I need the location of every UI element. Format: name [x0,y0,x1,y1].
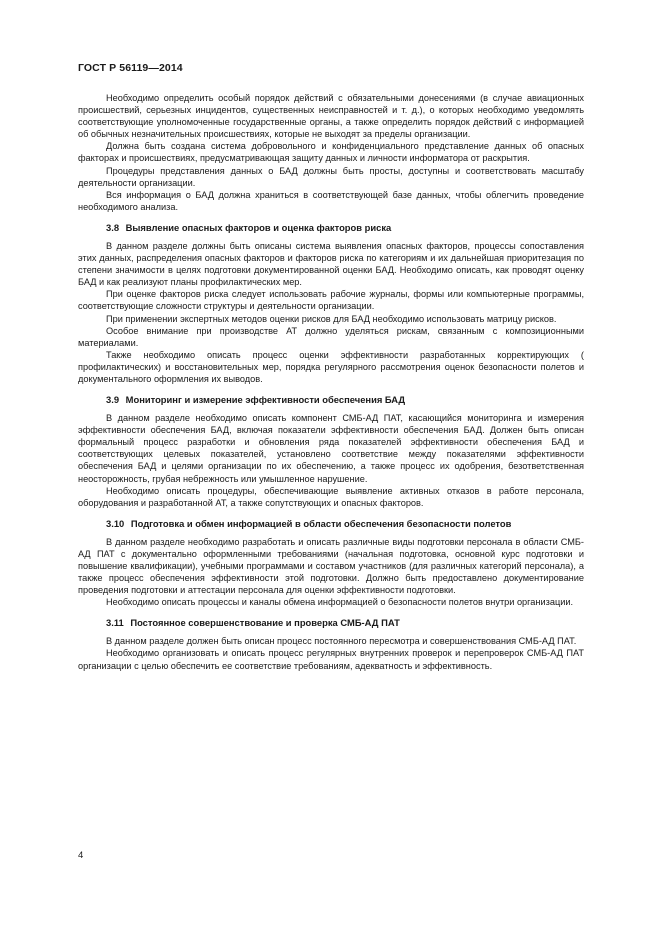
paragraph: При применении экспертных методов оценки рисков для БАД необходимо использовать матрицу рисков. [106,313,557,324]
section-title: Выявление опасных факторов и оценка факторов риска [125,221,392,233]
paragraph: Процедуры представления данных о БАД должны быть просты, доступны и соответствовать масштабу деятельности организации. [78,165,584,188]
paragraph: Особое внимание при производстве АТ должно уделяться рискам, связанным с композиционными материалами. [78,325,584,348]
paragraph: Должна быть создана система добровольного и конфиденциального представление данных об опасных факторах и происшествиях, предусматривающая защиту данных и личности информатора от раскрытия. [78,141,584,164]
paragraph: В данном разделе должен быть описан процесс постоянного пересмотра и совершенствования СМБ-АД ПАТ. [106,636,577,647]
paragraph: В данном разделе необходимо разработать и описать различные виды подготовки персонала в области СМБ-АД ПАТ с документально оформленными требованиями (начальная подготовка, основной курс подготовки и повышение квалификации), учебными программами и составом участников (для различных категорий персонала), а также процесс обеспечения эффективности этой подготовки. Должно быть предоставлено документирование проведения подготовки и аттестации персонала для оценки эффективности подготовки. [78,536,584,596]
paragraph: В данном разделе должны быть описаны система выявления опасных факторов, процессы сопоставления этих данных, распределения опасных факторов и факторов риска по категориям и их дальнейшая приоритезация по степени значимости в целях подготовки документированной оценки БАД. Необходимо описать, как проводят оценку БАД и как реализуют планы профилактических мер. [78,240,584,288]
section-title: Подготовка и обмен информацией в области обеспечения безопасности полетов [130,517,512,529]
section-title: Мониторинг и измерение эффективности обеспечения БАД [125,394,406,406]
document-header: ГОСТ Р 56119—2014 [78,62,183,74]
paragraph: Необходимо определить особый порядок действий с обязательными донесениями (в случае авиационных происшествий, серьезных инцидентов, существенных неисправностей и т. д.), о которых необходимо уведомлять соответствующие уполномоченные государственные органы, а также определить порядок действий с информацией об обычных незначительных происшествиях, которые не выходят за пределы организации. [78,93,584,140]
paragraph: При оценке факторов риска следует использовать рабочие журналы, формы или компьютерные программы, соответствующие сложности структуры и деятельности организации. [78,289,584,312]
page-number: 4 [78,850,84,861]
section-title: Постоянное совершенствование и проверка СМБ-АД ПАТ [130,617,400,629]
section-number: 3.9 [106,394,120,406]
section-number: 3.8 [106,221,120,233]
paragraph: Необходимо организовать и описать процесс регулярных внутренних проверок и перепроверок СМБ-АД ПАТ организации с целью обеспечить ее соответствие требованиям, адекватность и эффективность. [78,648,584,671]
paragraph: Также необходимо описать процесс оценки эффективности разработанных корректирующих ( профилактических) и восстановительных мер, порядка регулярного рассмотрения оценок безопасности полетов и документального оформления их выводов. [78,349,584,384]
paragraph: Необходимо описать процедуры, обеспечивающие выявление активных отказов в работе персонала, оборудования и разработанной АТ, а также сопутствующих и опасных факторов. [78,485,584,508]
paragraph: В данном разделе необходимо описать компонент СМБ-АД ПАТ, касающийся мониторинга и измерения эффективности обеспечения БАД, включая показатели эффективности обеспечения БАД. Должен быть описан формальный процесс разработки и обновления ряда показателей эффективности обеспечения БАД и соответствующих целевых показателей, установлено соответствие между показателями эффективности обеспечения БАД и целями организации по их обеспечению, а также процесс их одобрения, безответственная неосторожность, грубая небрежность или умышленное нарушение. [78,413,584,484]
paragraph: Необходимо описать процессы и каналы обмена информацией о безопасности полетов внутри организации. [106,597,574,608]
section-number: 3.11 [106,617,124,629]
document-body [78,92,584,672]
section-heading-3-10 [78,518,584,530]
paragraph: Вся информация о БАД должна храниться в соответствующей базе данных, чтобы облегчить проведение необходимого анализа. [78,189,584,212]
section-heading-3-9 [78,394,584,406]
section-heading-3-8 [78,222,584,234]
section-heading-3-11 [78,617,584,629]
section-number: 3.10 [106,517,125,529]
